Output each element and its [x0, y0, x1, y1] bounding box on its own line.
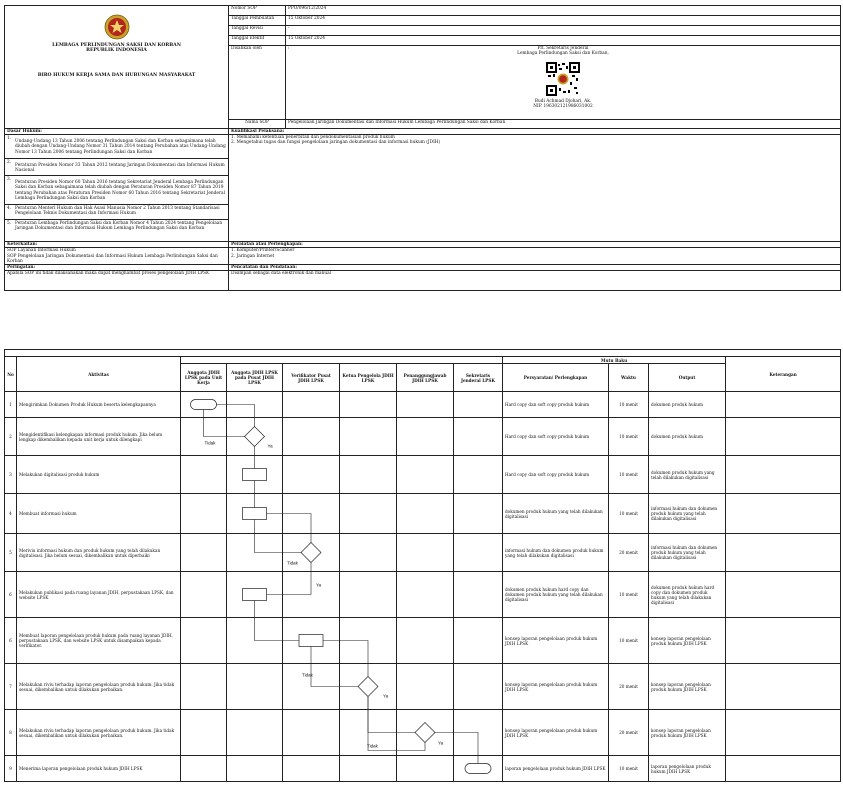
field-value-nomor: PPO/096/12/2024 — [286, 6, 841, 16]
procedure-flow-table — [4, 349, 841, 782]
row-actor-cell — [340, 664, 397, 710]
row-persyaratan: dokumen produk hukum hard copy dan dokumen produk hukum yang telah dilakukan digitalisasi — [503, 572, 609, 618]
row-aktivitas: Melakukan riviu terhadap laporan pengelolaan produk hukum. Jika tidak sesuai, dikembalikan untuk dilakukan perbaikan. — [17, 710, 181, 756]
field-label-efektif: Tanggal Efektif — [229, 36, 286, 46]
row-actor-cell — [283, 534, 340, 572]
row-actor-cell — [340, 572, 397, 618]
row-actor-cell — [181, 756, 227, 782]
row-waktu: 10 menit — [609, 756, 649, 782]
row-no: 7 — [5, 664, 17, 710]
biro-name: BIRO HUKUM KERJA SAMA DAN HUBUNGAN MASYARAKAT — [37, 73, 196, 79]
row-no: 2 — [5, 418, 17, 456]
col-mutu-baku: Mutu Baku — [503, 357, 726, 364]
signer-title1: Plt. Sekretaris Jenderal — [537, 46, 589, 51]
row-actor-cell — [454, 534, 503, 572]
row-waktu: 10 menit — [609, 456, 649, 494]
row-actor-cell — [227, 618, 283, 664]
row-actor-cell — [181, 618, 227, 664]
flow-label-tidak: Tidak — [204, 440, 216, 446]
keterkaitan-item: SOP Pengelolaan Jaringan Dokumentasi dan Informasi Hukum Lembaga Perlindungan Saksi dan Korban — [7, 253, 218, 264]
col-actor-pusat-jdih: Anggota JDIH LPSK pada Pusat JDIH LPSK — [227, 364, 283, 392]
field-value-efektif: 15 Oktober 2024 — [286, 36, 841, 46]
peralatan-title: Peralatan atau Perlengkapan: — [229, 242, 840, 248]
row-waktu: 10 menit — [609, 618, 649, 664]
row-no: 6 — [5, 572, 17, 618]
row-aktivitas: Menerima laporan pengelolaan produk hukum JDIH LPSK — [17, 756, 181, 782]
dasar-hukum-cell — [5, 129, 229, 242]
field-value-revisi: - — [286, 26, 841, 36]
peringatan-title: Peringatan: — [5, 265, 228, 271]
org-name-line1: LEMBAGA PERLINDUNGAN SAKSI DAN KORBAN — [52, 42, 181, 48]
dasar-hukum-item: 4. Peraturan Menteri Hukum dan Hak Asasi Manusia Nomor 2 Tahun 2013 tentang Standarisasi Pengelolaan Teknis Dokumentasi dan Informasi Hukum — [5, 205, 228, 220]
col-actor-sekjen: Sekretaris Jenderal LPSK — [454, 364, 503, 392]
field-label-nama-sop: Nama SOP — [229, 120, 286, 129]
row-actor-cell — [283, 710, 340, 756]
flow-row — [5, 392, 841, 418]
row-actor-cell — [454, 756, 503, 782]
peralatan-cell — [229, 242, 841, 265]
row-actor-cell — [181, 710, 227, 756]
col-actor-ketua: Ketua Pengelola JDIH LPSK — [340, 364, 397, 392]
row-keterangan — [726, 572, 841, 618]
flow-row — [5, 756, 841, 782]
row-actor-cell — [340, 534, 397, 572]
dasar-hukum-item: 5. Peraturan Lembaga Perlindungan Saksi dan Korban Nomor 4 Tahun 2024 tentang Pengelolaan Jaringan Dokumentasi dan Informasi Hukum Lembaga Perlindungan Saksi dan Korban — [7, 221, 223, 232]
approval-cell — [286, 46, 841, 120]
signer-nip: NIP. 196302121986031002 — [533, 103, 593, 109]
lpsk-logo — [7, 14, 226, 42]
row-waktu: 20 menit — [609, 710, 649, 756]
row-keterangan — [726, 494, 841, 534]
row-waktu: 10 menit — [609, 392, 649, 418]
row-aktivitas: Meriviu informasi hukum dan produk hukum yang telah dilakukan digitalisasi. Jika belum sesuai, dikembalikan untuk diperbaiki — [17, 534, 181, 572]
kualifikasi-item: 2. Mengetahui tugas dan fungsi pengelolaan jaringan dokumentasi dan informasi hukum (JDIH) — [231, 140, 441, 146]
row-persyaratan: konsep laporan pengelolaan produk hukum JDIH LPSK — [503, 618, 609, 664]
row-actor-cell — [227, 572, 283, 618]
row-actor-cell — [397, 618, 454, 664]
row-persyaratan: Hard copy dan soft copy produk hukum — [503, 418, 609, 456]
row-actor-cell — [454, 572, 503, 618]
row-actor-cell — [454, 494, 503, 534]
flow-label-tidak: Tidak — [302, 672, 313, 678]
row-actor-cell — [227, 756, 283, 782]
row-actor-cell — [397, 572, 454, 618]
row-output: konsep laporan pengelolaan produk hukum JDIH LPSK — [649, 618, 726, 664]
dasar-hukum-item: 3. Peraturan Presiden Nomor 60 Tahun 2016 tentang Sekretariat Jenderal Lembaga Perlindungan Saksi dan Korban sebagaimana telah diubah dengan Peraturan Presiden Nomor 87 Tahun 2019 tentang Perubahan atas Peraturan Presiden Nomor 60 Tahun 2016 tentang Sekretariat Jenderal Lembaga Perlindungan Saksi dan Korban — [5, 176, 228, 205]
row-actor-cell — [454, 664, 503, 710]
row-waktu: 20 menit — [609, 534, 649, 572]
row-persyaratan: dokumen produk hukum yang telah dilakukan digitalisasi — [503, 494, 609, 534]
flow-row — [5, 456, 841, 494]
row-actor-cell — [340, 418, 397, 456]
row-persyaratan: konsep laporan pengelolaan produk hukum JDIH LPSK — [503, 710, 609, 756]
peralatan-item: 1. Komputer/Printer/Scanner — [231, 248, 295, 254]
pencatatan-cell — [229, 265, 841, 291]
flow-row — [5, 534, 841, 572]
peringatan-text: Apabila SOP ini tidak dilaksanakan maka dapat menghambat proses pengelolaan JDIH LPSK — [7, 271, 210, 277]
col-actor-unit-kerja: Anggota JDIH LPSK pada Unit Kerja — [181, 364, 227, 392]
kualifikasi-item: 1. Memahami ketentuan penerbitan dan pendokumentasian produk hukum — [231, 135, 395, 141]
signer-name: Budi Achmad Djohari, Ak. — [534, 98, 592, 104]
row-actor-cell — [181, 572, 227, 618]
row-keterangan — [726, 710, 841, 756]
pencatatan-title: Pencatatan dan Pendataan: — [229, 265, 840, 271]
flow-row — [5, 710, 841, 756]
flow-label-ya: Ya — [438, 740, 444, 746]
row-actor-cell — [283, 664, 340, 710]
row-aktivitas: Membuat informasi hukum — [17, 494, 181, 534]
row-actor-cell — [227, 456, 283, 494]
row-actor-cell — [227, 664, 283, 710]
row-actor-cell — [397, 664, 454, 710]
qr-code — [288, 62, 838, 98]
field-label-disahkan: Disahkan oleh — [229, 46, 286, 120]
field-value-nama-sop: Pengelolaan Jaringan Dokumentasi dan Informasi Hukum Lembaga Perlindungan Saksi dan Korban — [286, 120, 841, 129]
row-persyaratan: konsep laporan pengelolaan produk hukum JDIH LPSK — [503, 664, 609, 710]
row-actor-cell — [181, 494, 227, 534]
row-actor-cell — [227, 392, 283, 418]
row-output: informasi hukum dan dokumen produk hukum yang telah dilakukan digitalisasi — [649, 494, 726, 534]
row-waktu: 20 menit — [609, 664, 649, 710]
row-actor-cell — [397, 418, 454, 456]
row-actor-cell — [227, 710, 283, 756]
row-actor-cell — [397, 392, 454, 418]
row-persyaratan: Hard copy dan soft copy produk hukum — [503, 392, 609, 418]
row-actor-cell — [397, 456, 454, 494]
col-output: Output — [649, 364, 726, 392]
row-actor-cell — [227, 534, 283, 572]
row-actor-cell — [283, 494, 340, 534]
row-waktu: 10 menit — [609, 418, 649, 456]
row-no: 4 — [5, 494, 17, 534]
row-keterangan — [726, 392, 841, 418]
col-no: No — [5, 357, 17, 392]
flow-label-ya: Ya — [316, 582, 322, 588]
flow-row — [5, 572, 841, 618]
row-keterangan — [726, 618, 841, 664]
row-output: dokumen produk hukum hard copy dan dokumen produk hukum yang telah dilakukan digitalisasi — [649, 572, 726, 618]
row-aktivitas: Membuat laporan pengelolaan produk hukum pada ruang layanan JDIH, perpustakaan LPSK, dan website LPSK untuk disampaikan kepada verifikator. — [17, 618, 181, 664]
row-actor-cell — [340, 456, 397, 494]
row-output: laporan pengelolaan produk hukum JDIH LPSK — [649, 756, 726, 782]
dasar-hukum-title: Dasar Hukum: — [5, 129, 228, 135]
dasar-hukum-item: 1. Undang-Undang 13 Tahun 2006 tentang Perlindungan Saksi dan Korban sebagaimana telah diubah dengan Undang-Undang Nomor 31 Tahun 2014 tentang Perubahan atas Undang-Undang Nomor 13 Tahun 2006 tentang Perlindungan Saksi dan Korban — [5, 135, 228, 159]
col-actor-penanggungjawab: Penanggungjawab JDIH LPSK — [397, 364, 454, 392]
row-actor-cell — [340, 494, 397, 534]
peralatan-item: 2. Jaringan Internet — [231, 253, 275, 259]
row-output: dokumen produk hukum — [649, 392, 726, 418]
col-actor-verifikator: Verifikator Pusat JDIH LPSK — [283, 364, 340, 392]
flow-row — [5, 664, 841, 710]
flow-row — [5, 618, 841, 664]
row-actor-cell — [283, 756, 340, 782]
row-actor-cell — [454, 418, 503, 456]
kualifikasi-title: Kualifikasi Pelaksana: — [229, 129, 840, 135]
row-keterangan — [726, 456, 841, 494]
row-keterangan — [726, 534, 841, 572]
row-actor-cell — [283, 572, 340, 618]
row-waktu: 10 menit — [609, 572, 649, 618]
row-actor-cell — [454, 392, 503, 418]
row-keterangan — [726, 418, 841, 456]
col-keterangan: Keterangan — [726, 357, 841, 392]
row-no: 8 — [5, 710, 17, 756]
row-aktivitas: Mengidentifikasi kelengkapan informasi produk hukum. Jika belum lengkap dikembalikan kepada unit kerja untuk dilengkapi — [17, 418, 181, 456]
field-value-pembuatan: 15 Oktober 2024 — [286, 16, 841, 26]
row-actor-cell — [181, 392, 227, 418]
row-waktu: 10 menit — [609, 494, 649, 534]
approval-colon: : — [288, 46, 290, 51]
row-actor-cell — [181, 456, 227, 494]
flow-label-ya: Ya — [383, 693, 389, 699]
field-label-revisi: Tanggal Revisi — [229, 26, 286, 36]
row-aktivitas: Melakukan digitalisasi produk hukum — [17, 456, 181, 494]
org-name-line2: REPUBLIK INDONESIA — [86, 48, 147, 53]
row-no: 1 — [5, 392, 17, 418]
row-actor-cell — [283, 418, 340, 456]
col-waktu: Waktu — [609, 364, 649, 392]
row-no: 6 — [5, 618, 17, 664]
row-keterangan — [726, 756, 841, 782]
row-actor-cell — [397, 534, 454, 572]
row-no: 5 — [5, 534, 17, 572]
row-output: konsep laporan pengelolaan produk hukum JDIH LPSK — [649, 710, 726, 756]
row-actor-cell — [397, 494, 454, 534]
row-actor-cell — [340, 392, 397, 418]
flow-row — [5, 418, 841, 456]
actors-top-cell — [181, 357, 503, 364]
row-aktivitas: Melakukan publikasi pada ruang layanan JDIH, perpustakaan LPSK, dan website LPSK — [17, 572, 181, 618]
flow-table-top-spacer — [5, 350, 841, 357]
sop-identity-table — [4, 5, 841, 291]
col-persyaratan: Persyaratan/ Perlengkapan — [503, 364, 609, 392]
flow-row — [5, 494, 841, 534]
row-no: 9 — [5, 756, 17, 782]
row-actor-cell — [340, 710, 397, 756]
row-output: konsep laporan pengelolaan produk hukum JDIH LPSK — [649, 664, 726, 710]
flow-label-tidak: Tidak — [287, 560, 298, 566]
row-actor-cell — [181, 664, 227, 710]
row-output: informasi hukum dan dokumen produk hukum yang telah dilakukan digitalisasi — [649, 534, 726, 572]
kualifikasi-cell — [229, 129, 841, 242]
row-no: 3 — [5, 456, 17, 494]
row-actor-cell — [181, 534, 227, 572]
field-label-nomor: Nomor SOP — [229, 6, 286, 16]
row-actor-cell — [454, 710, 503, 756]
row-actor-cell — [283, 392, 340, 418]
row-actor-cell — [181, 418, 227, 456]
row-aktivitas: Melakukan riviu terhadap laporan pengelolaan produk hukum. Jika tidak sesuai, dikembalikan untuk dilakukan perbaikan. — [17, 664, 181, 710]
row-keterangan — [726, 664, 841, 710]
keterkaitan-cell — [5, 242, 229, 265]
row-persyaratan: Hard copy dan soft copy produk hukum — [503, 456, 609, 494]
field-label-pembuatan: Tanggal Pembuatan — [229, 16, 286, 26]
pencatatan-text: Disimpan sebagai data elektronik dan manual — [231, 271, 332, 277]
row-actor-cell — [340, 618, 397, 664]
flow-label-tidak: Tidak — [367, 743, 378, 749]
row-output: dokumen produk hukum yang telah dilakukan digitalisasi — [649, 456, 726, 494]
keterkaitan-title: Keterkaitan: — [5, 242, 228, 248]
keterkaitan-item: SOP Layanan Informasi Hukum — [7, 248, 76, 254]
col-aktivitas: Aktivitas — [17, 357, 181, 392]
row-actor-cell — [397, 710, 454, 756]
org-header-cell — [5, 6, 229, 129]
row-actor-cell — [454, 456, 503, 494]
row-actor-cell — [227, 494, 283, 534]
row-actor-cell — [227, 418, 283, 456]
row-aktivitas: Mengirimkan Dokumen Produk Hukum beserta kelengkapannya — [17, 392, 181, 418]
row-actor-cell — [283, 618, 340, 664]
row-actor-cell — [397, 756, 454, 782]
row-actor-cell — [454, 618, 503, 664]
row-persyaratan: laporan pengelolaan produk hukum JDIH LPSK — [503, 756, 609, 782]
peringatan-cell — [5, 265, 229, 291]
row-output: dokumen produk hukum — [649, 418, 726, 456]
row-actor-cell — [340, 756, 397, 782]
row-actor-cell — [283, 456, 340, 494]
flow-label-ya: Ya — [267, 443, 273, 449]
row-persyaratan: informasi hukum dan dokumen produk hukum yang telah dilakukan digitalisasi — [503, 534, 609, 572]
dasar-hukum-item: 2. Peraturan Presiden Nomor 33 Tahun 2012 tentang Jaringan Dokumentasi dan Informasi Hukum Nasional — [5, 159, 228, 176]
signer-title2: Lembaga Perlindungan Saksi dan Korban, — [517, 51, 609, 57]
